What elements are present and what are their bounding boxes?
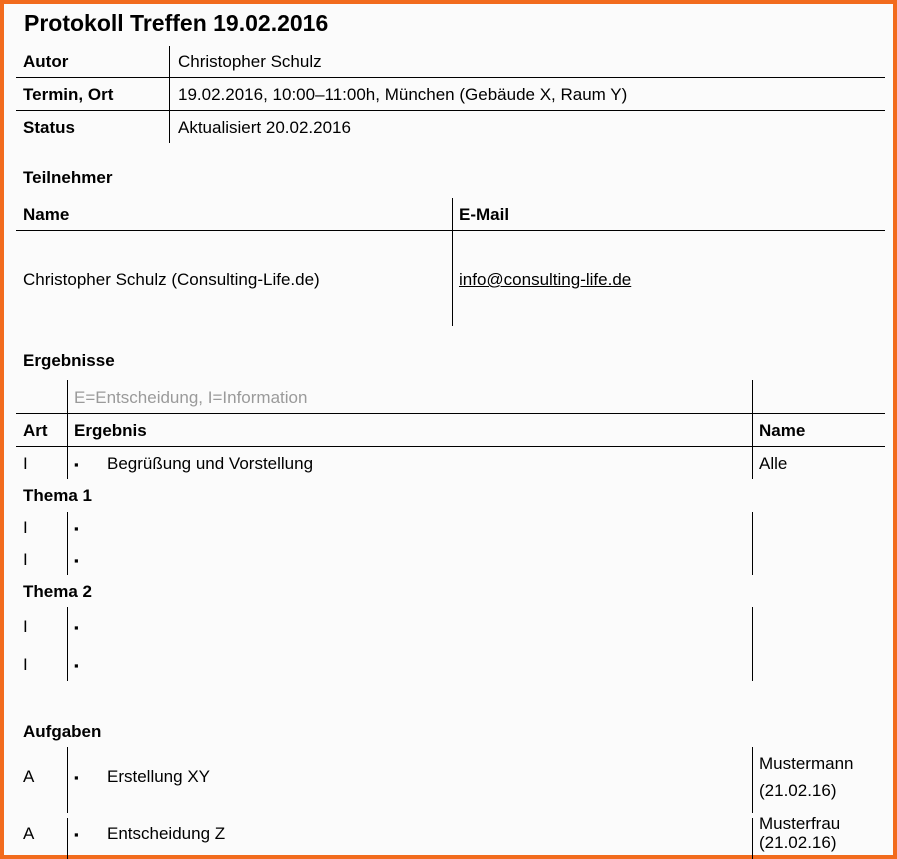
participant-name: Christopher Schulz (Consulting-Life.de) xyxy=(23,270,320,289)
result-name: Alle xyxy=(759,454,788,473)
topic-row-art: I xyxy=(23,518,28,537)
document-title: Protokoll Treffen 19.02.2016 xyxy=(24,10,329,36)
topic-divider xyxy=(67,607,68,681)
tasks-divider xyxy=(752,818,753,859)
results-divider xyxy=(752,380,753,479)
meta-value-status: Aktualisiert 20.02.2016 xyxy=(178,118,351,137)
participant-email-link[interactable]: info@consulting-life.de xyxy=(459,270,632,289)
task-owner: Musterfrau xyxy=(759,814,841,833)
results-col-ergebnis: Ergebnis xyxy=(74,421,147,440)
bullet-icon: ▪ xyxy=(74,620,79,635)
participants-heading: Teilnehmer xyxy=(23,168,113,187)
participants-header-rule xyxy=(16,230,885,231)
topic-divider xyxy=(67,512,68,575)
results-rule xyxy=(16,413,885,414)
bullet-icon: ▪ xyxy=(74,553,79,568)
result-text: Begrüßung und Vorstellung xyxy=(107,454,314,473)
meta-rule xyxy=(16,110,885,111)
task-owner: Mustermann xyxy=(759,754,854,773)
topic-divider xyxy=(752,607,753,681)
meta-value-autor: Christopher Schulz xyxy=(178,52,322,71)
task-due-date: (21.02.16) xyxy=(759,833,837,852)
topic-title: Thema 2 xyxy=(23,582,92,601)
meta-value-termin: 19.02.2016, 10:00–11:00h, München (Gebäude X, Raum Y) xyxy=(178,85,628,104)
task-text: Erstellung XY xyxy=(107,767,210,786)
result-art: I xyxy=(23,454,28,473)
participants-col-email: E-Mail xyxy=(459,205,510,224)
bullet-icon: ▪ xyxy=(74,770,79,785)
results-legend: E=Entscheidung, I=Information xyxy=(74,388,308,407)
topic-row-art: I xyxy=(23,617,28,636)
meta-rule xyxy=(16,77,885,78)
bullet-icon: ▪ xyxy=(74,827,79,842)
results-rule xyxy=(16,446,885,447)
results-divider xyxy=(67,380,68,479)
meta-label-termin: Termin, Ort xyxy=(23,85,114,104)
participants-col-name: Name xyxy=(23,205,70,224)
task-art: A xyxy=(23,767,35,786)
bullet-icon: ▪ xyxy=(74,658,79,673)
results-col-name: Name xyxy=(759,421,806,440)
task-due-date: (21.02.16) xyxy=(759,781,837,800)
bullet-icon: ▪ xyxy=(74,521,79,536)
participants-divider xyxy=(452,198,453,326)
topic-title: Thema 1 xyxy=(23,486,92,505)
topic-row-art: I xyxy=(23,550,28,569)
task-art: A xyxy=(23,824,35,843)
task-text: Entscheidung Z xyxy=(107,824,226,843)
meta-label-status: Status xyxy=(23,118,75,137)
topic-divider xyxy=(752,512,753,575)
tasks-heading: Aufgaben xyxy=(23,722,102,741)
tasks-divider xyxy=(67,818,68,859)
tasks-divider xyxy=(67,747,68,813)
tasks-divider xyxy=(752,747,753,813)
results-col-art: Art xyxy=(23,421,48,440)
meta-divider xyxy=(169,46,170,143)
bullet-icon: ▪ xyxy=(74,457,79,472)
meta-label-autor: Autor xyxy=(23,52,69,71)
topic-row-art: I xyxy=(23,655,28,674)
results-heading: Ergebnisse xyxy=(23,351,115,370)
